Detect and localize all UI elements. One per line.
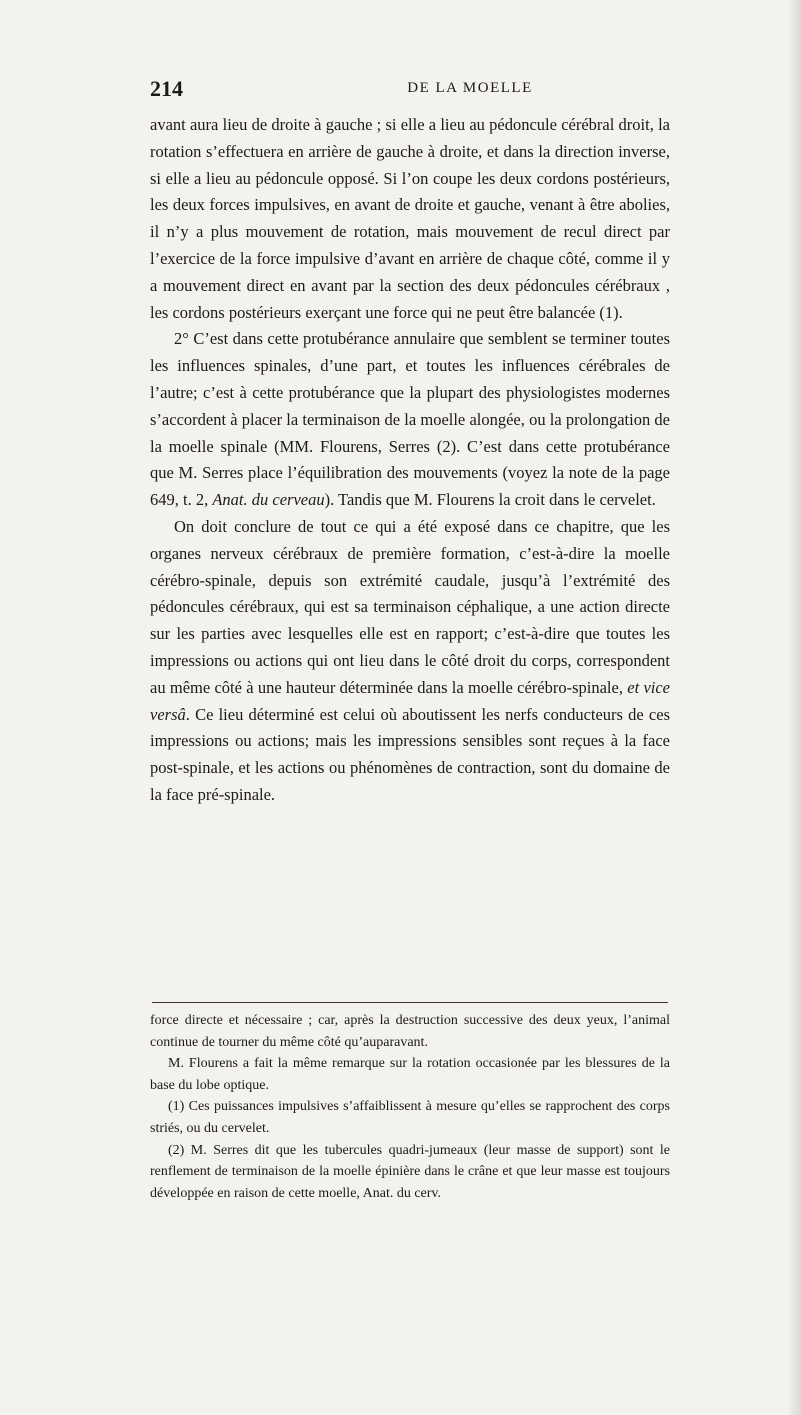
paragraph-3-text-a: On doit conclure de tout ce qui a été exposé dans ce chapitre, que les organes nerveux cérébraux de première formation, c’est-à-dire la moelle cérébro-spinale, depuis son extrémité caudale, jusqu’à l’extrémité des pédoncules cérébraux, qui est sa terminaison céphalique, a une action directe sur les parties avec lesquelles elle est en rapport; c’est-à-dire que toutes les impressions ou actions qui ont lieu dans le côté droit du corps, correspondent au même côté à une hauteur déterminée dans la moelle cérébro-spinale, — [150, 516, 670, 697]
running-head: DE LA MOELLE — [407, 80, 533, 96]
paragraph-2-italic: Anat. du cerveau — [212, 490, 325, 510]
footnote-divider — [152, 1002, 668, 1003]
main-text — [150, 112, 670, 809]
page-number: 214 — [150, 76, 183, 101]
paragraph-1: avant aura lieu de droite à gauche ; si elle a lieu au pédoncule cérébral droit, la rotation s’effectuera en arrière de gauche à droite, et dans la direction inverse, si elle a lieu au pédoncule opposé. Si l’on coupe les deux cordons postérieurs, les deux forces impulsives, en avant de droite et gauche, venant à être abolies, il n’y a plus mouvement de rotation, mais mouvement de recul direct par l’exercice de la force impulsive d’avant en arrière de chaque côté, comme il y a mouvement direct en avant par la section des deux pédoncules cérébraux , les cordons postérieurs exerçant une force qui ne peut être balancée (1). — [150, 115, 670, 322]
footnote-2: (2) M. Serres dit que les tubercules quadri-jumeaux (leur masse de support) sont le renflement de terminaison de la moelle épinière dans le crâne et que leur masse est toujours développée en raison de cette moelle, Anat. du cerv. — [150, 1142, 670, 1201]
paragraph-2-text-a: 2° C’est dans cette protubérance annulaire que semblent se terminer toutes les influences spinales, d’une part, et toutes les influences cérébrales de l’autre; c’est à cette protubérance que la plupart des physiologistes modernes s’accordent à placer la terminaison de la moelle alongée, ou la prolongation de la moelle spinale (MM. Flourens, Serres (2). C’est dans cette protubérance que M. Serres place l’équilibration des mouvements (voyez la note de la page 649, t. 2, — [150, 329, 670, 510]
footnote-remark: M. Flourens a fait la même remarque sur la rotation occasionée par les blessures de la base du lobe optique. — [150, 1056, 670, 1093]
paragraph-2-text-b: ). Tandis que M. Flourens la croit dans le cervelet. — [324, 490, 656, 510]
paragraph-2 — [150, 326, 670, 514]
footnote-1: (1) Ces puissances impulsives s’affaiblissent à mesure qu’elles se rapprochent des corps striés, ou du cervelet. — [150, 1099, 670, 1136]
footnotes — [150, 1010, 670, 1204]
paragraph-3-text-b: . Ce lieu déterminé est celui où aboutissent les nerfs conducteurs de ces impressions ou actions; mais les impressions sensibles sont reçues à la face post-spinale, et les actions ou phénomènes de contraction, sont du domaine de la face pré-spinale. — [150, 704, 670, 804]
paragraph-3 — [150, 514, 670, 809]
page-header — [150, 76, 670, 106]
footnote-continuation: force directe et nécessaire ; car, après la destruction successive des deux yeux, l’animal continue de tourner du même côté qu’auparavant. — [150, 1013, 670, 1050]
page-edge-shadow — [787, 0, 801, 1415]
paragraph-3-italic: et vice versâ — [150, 677, 670, 724]
